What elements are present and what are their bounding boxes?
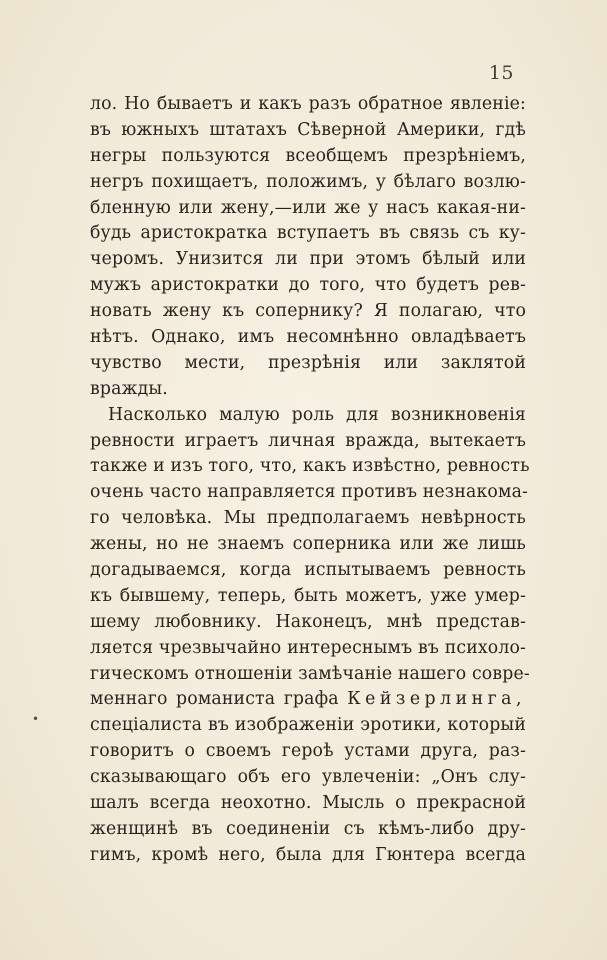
text-line: гическомъ отношеніи замѣчаніе нашего совре- bbox=[90, 663, 530, 684]
text-line: догадываемся, когда испытываемъ ревность bbox=[90, 560, 526, 581]
text-line: очень часто направляется противъ незнакома- bbox=[90, 482, 529, 503]
text-line: новать жену къ сопернику? Я полагаю, что bbox=[90, 301, 526, 322]
text-line: женщинѣ въ соединеніи съ кѣмъ-либо дру- bbox=[90, 818, 526, 839]
paragraph-2 bbox=[90, 403, 530, 869]
text-line: ревности играетъ личная вражда, вытекаетъ bbox=[90, 430, 526, 451]
text-line: го человѣка. Мы предполагаемъ невѣрность bbox=[90, 508, 526, 529]
paragraph-1 bbox=[90, 92, 526, 403]
text-line-with-name bbox=[90, 687, 526, 713]
text-line: негръ похищаетъ, положимъ, у бѣлаго возлю- bbox=[90, 171, 526, 192]
text-line: чувство мести, презрѣнія или заклятой bbox=[90, 352, 526, 373]
author-name-spaced: Кейзерлинга, bbox=[347, 689, 526, 710]
text-line: Насколько малую роль для возникновенія bbox=[108, 404, 526, 425]
text-line: также и изъ того, что, какъ извѣстно, ревность bbox=[90, 456, 530, 477]
page-number: 15 bbox=[488, 62, 514, 84]
text-line: бленную или жену,—или же у насъ какая-ни- bbox=[90, 197, 526, 218]
text-line: гимъ, кромѣ него, была для Гюнтера всегда bbox=[90, 844, 526, 865]
text-line: сказывающаго объ его увлеченіи: „Онъ слу- bbox=[90, 767, 526, 788]
text-line: жены, но не знаемъ соперника или же лишь bbox=[90, 534, 526, 555]
margin-mark: • bbox=[32, 712, 40, 726]
text-line: черомъ. Унизится ли при этомъ бѣлый или bbox=[90, 249, 526, 270]
text-line: вражды. bbox=[90, 378, 168, 399]
text-line: ляется чрезвычайно интереснымъ въ психоло- bbox=[90, 637, 526, 658]
text-line: шалъ всегда неохотно. Мысль о прекрасной bbox=[90, 793, 526, 814]
text-line: нѣтъ. Однако, имъ несомнѣнно овладѣваетъ bbox=[90, 327, 526, 348]
body-text bbox=[90, 92, 530, 869]
text-line: ло. Но бываетъ и какъ разъ обратное явленіе: bbox=[90, 94, 526, 114]
text-line: къ бывшему, теперь, быть можетъ, уже умер- bbox=[90, 585, 526, 606]
text-line: негры пользуются всеобщемъ презрѣніемъ, bbox=[90, 145, 526, 166]
text-line: говоритъ о своемъ героѣ устами друга, раз- bbox=[90, 741, 526, 762]
text-fragment: меннаго романиста графа bbox=[90, 689, 339, 710]
text-line: мужъ аристократки до того, что будетъ рев- bbox=[90, 275, 526, 296]
text-line: въ южныхъ штатахъ Сѣверной Америки, гдѣ bbox=[90, 119, 526, 140]
text-line: будь аристократка вступаетъ въ связь съ ку- bbox=[90, 223, 526, 244]
text-line: спеціалиста въ изображеніи эротики, который bbox=[90, 715, 526, 736]
text-line: шему любовнику. Наконецъ, мнѣ представ- bbox=[90, 611, 526, 632]
